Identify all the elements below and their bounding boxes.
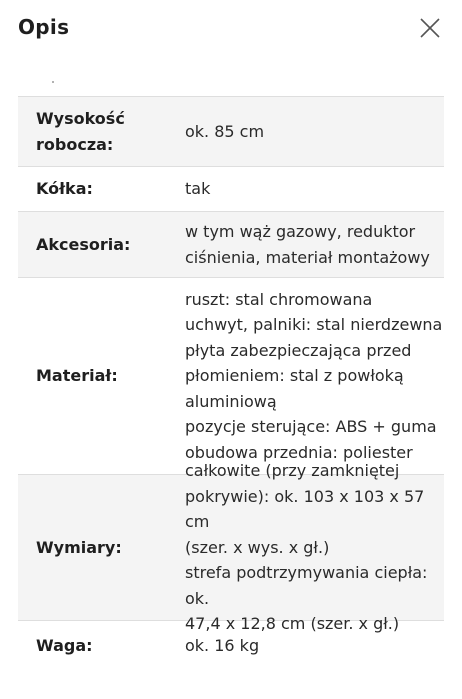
spec-label: Materiał: [36, 366, 118, 385]
spec-label: Akcesoria: [36, 234, 131, 254]
spec-row-wysokosc [18, 96, 444, 166]
spec-value: ruszt: stal chromowana uchwyt, palniki: stal nierdzewna płyta zabezpieczająca przed płomieniem: stal z powłoką aluminiową pozycje sterujące: ABS + guma obudowa przednia: poliester [185, 289, 443, 462]
spec-value: ok. 16 kg [185, 635, 260, 655]
spec-row-akcesoria [18, 211, 444, 277]
spec-label: Wysokość robocza: [36, 108, 125, 154]
spec-value: tak [185, 179, 211, 199]
spec-label: Wymiary: [36, 537, 122, 557]
spec-value: całkowite (przy zamkniętej pokrywie): ok. 103 x 103 x 57 cm (szer. x wys. x gł.) strefa podtrzymywania ciepła: ok. 47,4 x 12,8 cm (szer. x gł.) [185, 461, 428, 634]
spec-label: Waga: [36, 635, 93, 655]
spec-row-material [18, 277, 444, 474]
spec-value: w tym wąż gazowy, reduktor ciśnienia, materiał montażowy [185, 222, 430, 267]
scroll-indicator-dot [52, 81, 54, 83]
spec-row-wymiary [18, 461, 444, 634]
page-title: Opis [18, 15, 70, 39]
spec-row-kolka [18, 166, 444, 211]
spec-value: ok. 85 cm [185, 121, 265, 141]
spec-label: Kółka: [36, 179, 93, 198]
dialog-header [0, 0, 462, 60]
close-icon[interactable] [418, 16, 442, 40]
spec-table [18, 96, 444, 670]
